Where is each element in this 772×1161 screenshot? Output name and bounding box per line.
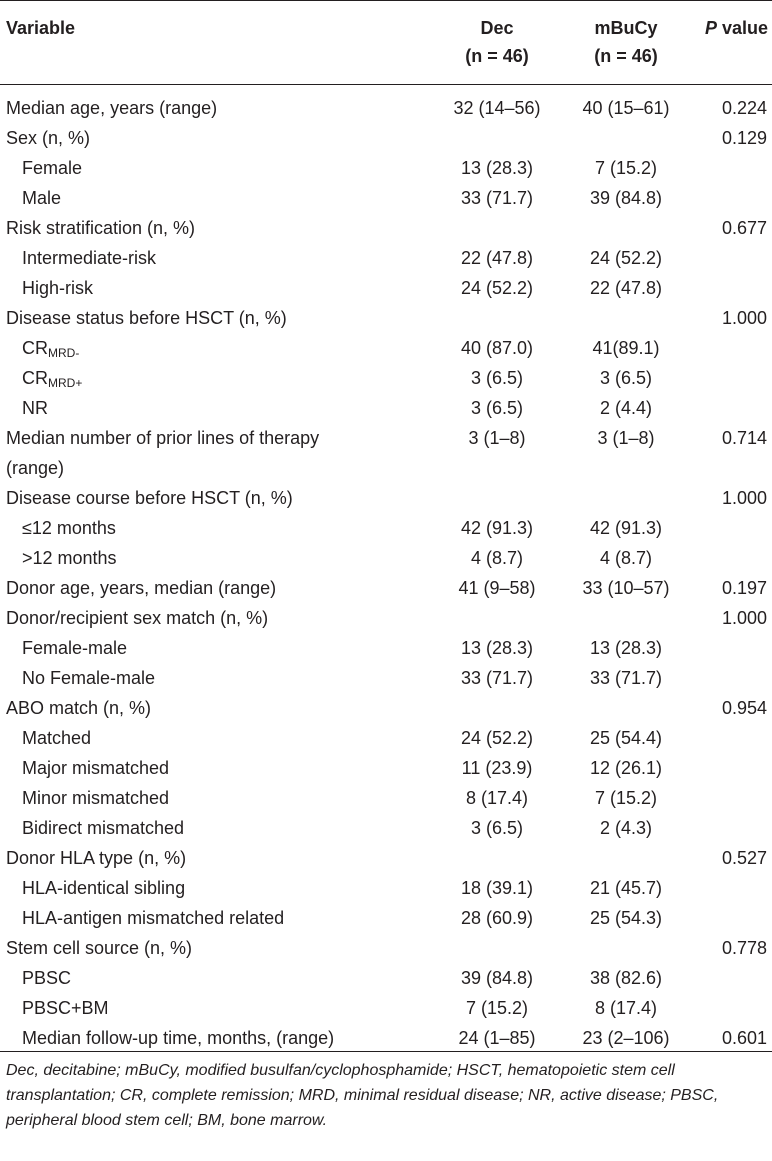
mbucy-cell: 40 (15–61): [582, 98, 670, 118]
variable-label: CR: [22, 338, 48, 358]
variable-cell: [22, 273, 93, 303]
dec-cell: 24 (1–85): [458, 1028, 536, 1048]
variable-label: Median age, years (range): [6, 98, 218, 118]
dec-cell: 32 (14–56): [453, 98, 541, 118]
header-mbucy: [566, 14, 686, 70]
variable-label: HLA-identical sibling: [22, 878, 186, 898]
variable-label: Intermediate-risk: [22, 248, 157, 268]
variable-cell: [6, 603, 268, 633]
variable-cell: [22, 183, 61, 213]
variable-subscript: MRD+: [48, 376, 83, 390]
mbucy-cell: 3 (6.5): [599, 368, 653, 388]
variable-label: Median follow-up time, months, (range): [22, 1028, 335, 1048]
dec-cell: 4 (8.7): [470, 548, 524, 568]
header-p-value: [690, 14, 768, 42]
mbucy-cell: 13 (28.3): [589, 638, 663, 658]
variable-label: HLA-antigen mismatched related: [22, 908, 285, 928]
table-row: [0, 93, 772, 123]
mbucy-cell: 42 (91.3): [589, 518, 663, 538]
p-value-cell: 1.000: [721, 608, 767, 628]
dec-cell: 39 (84.8): [460, 968, 534, 988]
variable-label: Bidirect mismatched: [22, 818, 185, 838]
mbucy-cell: 7 (15.2): [594, 788, 658, 808]
variable-label: Sex (n, %): [6, 128, 91, 148]
table-footnote: Dec, decitabine; mBuCy, modified busulfan/cyclophosphamide; HSCT, hematopoietic stem cell transplantation; CR, complete remission; MRD, minimal residual disease; NR, active disease; PBSC, peripheral blood stem cell; BM, bone marrow.: [6, 1062, 719, 1129]
variable-label: ≤12 months: [22, 518, 116, 538]
table-row: [0, 183, 772, 213]
variable-label: Median number of prior lines of therapy: [6, 428, 320, 448]
variable-cell: [22, 723, 91, 753]
table-row: [0, 603, 772, 633]
dec-cell: 33 (71.7): [460, 188, 534, 208]
variable-cell: [6, 213, 195, 243]
variable-cell: [6, 123, 90, 153]
variable-cell: [6, 93, 217, 123]
variable-cell: [22, 243, 156, 273]
header-p-italic: P: [704, 18, 717, 38]
dec-cell: 3 (6.5): [470, 398, 524, 418]
header-p-rest: value: [716, 18, 768, 38]
variable-label: Minor mismatched: [22, 788, 170, 808]
mbucy-cell: 33 (71.7): [589, 668, 663, 688]
variable-label: PBSC+BM: [22, 998, 109, 1018]
p-value-cell: 0.129: [721, 128, 767, 148]
mbucy-cell: 2 (4.3): [599, 818, 653, 838]
p-value-cell: 0.527: [721, 848, 767, 868]
dec-cell: 24 (52.2): [460, 728, 534, 748]
variable-label: Male: [22, 188, 62, 208]
table-row: [0, 393, 772, 423]
table-row: [0, 813, 772, 843]
header-mbucy-n: (n = 46): [594, 46, 658, 66]
variable-label: No Female-male: [22, 668, 156, 688]
dec-cell: 13 (28.3): [460, 638, 534, 658]
dec-cell: 28 (60.9): [460, 908, 534, 928]
table-row: [0, 963, 772, 993]
table-row: [0, 633, 772, 663]
variable-cell: [22, 153, 82, 183]
variable-label: Donor/recipient sex match (n, %): [6, 608, 269, 628]
variable-label-continued: (range): [6, 458, 65, 478]
header-variable: Variable: [6, 18, 76, 38]
dec-cell: 13 (28.3): [460, 158, 534, 178]
table-row: [0, 303, 772, 333]
table-row: [0, 333, 772, 363]
table-row: [0, 363, 772, 393]
variable-cell: [6, 303, 287, 333]
header-dec: [442, 14, 552, 70]
variable-cell: [22, 753, 169, 783]
table-row: [0, 243, 772, 273]
p-value-cell: 0.677: [721, 218, 767, 238]
mbucy-cell: 8 (17.4): [594, 998, 658, 1018]
header-dec-name: Dec: [480, 18, 514, 38]
dec-cell: 33 (71.7): [460, 668, 534, 688]
variable-cell: [22, 333, 79, 363]
variable-cell: [6, 693, 151, 723]
variable-label: NR: [22, 398, 48, 418]
table-row: [0, 123, 772, 153]
p-value-cell: 1.000: [721, 488, 767, 508]
variable-cell: [22, 363, 82, 393]
table-row: [0, 573, 772, 603]
table-row: [0, 153, 772, 183]
header-mbucy-name: mBuCy: [594, 18, 658, 38]
header-dec-n: (n = 46): [465, 46, 529, 66]
mbucy-cell: 7 (15.2): [594, 158, 658, 178]
p-value-cell: 0.197: [721, 578, 767, 598]
dec-cell: 11 (23.9): [461, 758, 533, 778]
variable-cell: [22, 813, 184, 843]
table-row: [0, 513, 772, 543]
mbucy-cell: 21 (45.7): [589, 878, 663, 898]
mbucy-cell: 33 (10–57): [582, 578, 670, 598]
mbucy-cell: 25 (54.4): [589, 728, 663, 748]
dec-cell: 3 (1–8): [468, 428, 526, 448]
table-row: [0, 273, 772, 303]
variable-cell: [6, 423, 319, 453]
table-row: [0, 663, 772, 693]
table-row: [0, 783, 772, 813]
table-row: [0, 723, 772, 753]
variable-label: Female: [22, 158, 83, 178]
dec-cell: 18 (39.1): [460, 878, 534, 898]
table-row: [0, 843, 772, 873]
variable-label: Matched: [22, 728, 92, 748]
dec-cell: 3 (6.5): [470, 818, 524, 838]
variable-subscript: MRD-: [48, 346, 80, 360]
variable-label: Disease course before HSCT (n, %): [6, 488, 293, 508]
variable-label: ABO match (n, %): [6, 698, 152, 718]
mbucy-cell: 23 (2–106): [582, 1028, 670, 1048]
dec-cell: 8 (17.4): [465, 788, 529, 808]
top-rule: [0, 0, 772, 1]
p-value-cell: 0.714: [721, 428, 767, 448]
mbucy-cell: 22 (47.8): [589, 278, 663, 298]
table-row: [0, 933, 772, 963]
table-row: [0, 753, 772, 783]
bottom-rule: [0, 1051, 772, 1052]
mbucy-cell: 3 (1–8): [597, 428, 655, 448]
variable-cell: [22, 1023, 334, 1053]
mbucy-cell: 39 (84.8): [589, 188, 663, 208]
variable-label: High-risk: [22, 278, 94, 298]
table-row: [0, 873, 772, 903]
variable-label: CR: [22, 368, 48, 388]
variable-cell: [22, 633, 127, 663]
variable-cell: [22, 543, 117, 573]
mbucy-cell: 38 (82.6): [589, 968, 663, 988]
variable-label: PBSC: [22, 968, 72, 988]
table-row: [0, 423, 772, 483]
variable-cell: [6, 843, 186, 873]
variable-label: Disease status before HSCT (n, %): [6, 308, 287, 328]
p-value-cell: 0.224: [721, 98, 767, 118]
table-row: [0, 1023, 772, 1053]
dec-cell: 3 (6.5): [470, 368, 524, 388]
table-row: [0, 993, 772, 1023]
p-value-cell: 0.778: [721, 938, 767, 958]
variable-cell: [22, 873, 185, 903]
variable-cell: [22, 513, 116, 543]
table-row: [0, 213, 772, 243]
dec-cell: 40 (87.0): [460, 338, 534, 358]
variable-label: Major mismatched: [22, 758, 170, 778]
p-value-cell: 0.954: [721, 698, 767, 718]
mbucy-cell: 4 (8.7): [599, 548, 653, 568]
mbucy-cell: 12 (26.1): [589, 758, 663, 778]
dec-cell: 42 (91.3): [460, 518, 534, 538]
variable-cell: [22, 993, 109, 1023]
p-value-cell: 0.601: [721, 1028, 767, 1048]
variable-label: >12 months: [22, 548, 117, 568]
dec-cell: 24 (52.2): [460, 278, 534, 298]
mbucy-cell: 2 (4.4): [599, 398, 653, 418]
variable-cell: [6, 933, 192, 963]
table-row: [0, 483, 772, 513]
variable-label: Risk stratification (n, %): [6, 218, 196, 238]
dec-cell: 7 (15.2): [465, 998, 529, 1018]
table-row: [0, 903, 772, 933]
variable-cell: [22, 663, 155, 693]
variable-cell: [22, 903, 284, 933]
variable-cell: [22, 393, 48, 423]
dec-cell: 22 (47.8): [460, 248, 534, 268]
table-row: [0, 543, 772, 573]
variable-label: Female-male: [22, 638, 128, 658]
variable-cell: [22, 783, 169, 813]
mbucy-cell: 25 (54.3): [589, 908, 663, 928]
variable-cell: [6, 483, 293, 513]
variable-label: Stem cell source (n, %): [6, 938, 193, 958]
variable-cell: [6, 573, 276, 603]
variable-cell: [22, 963, 71, 993]
variable-label: Donor HLA type (n, %): [6, 848, 187, 868]
variable-label: Donor age, years, median (range): [6, 578, 277, 598]
p-value-cell: 1.000: [721, 308, 767, 328]
header-rule: [0, 84, 772, 85]
table-row: [0, 693, 772, 723]
mbucy-cell: 24 (52.2): [589, 248, 663, 268]
dec-cell: 41 (9–58): [458, 578, 536, 598]
mbucy-cell: 41(89.1): [592, 338, 660, 358]
